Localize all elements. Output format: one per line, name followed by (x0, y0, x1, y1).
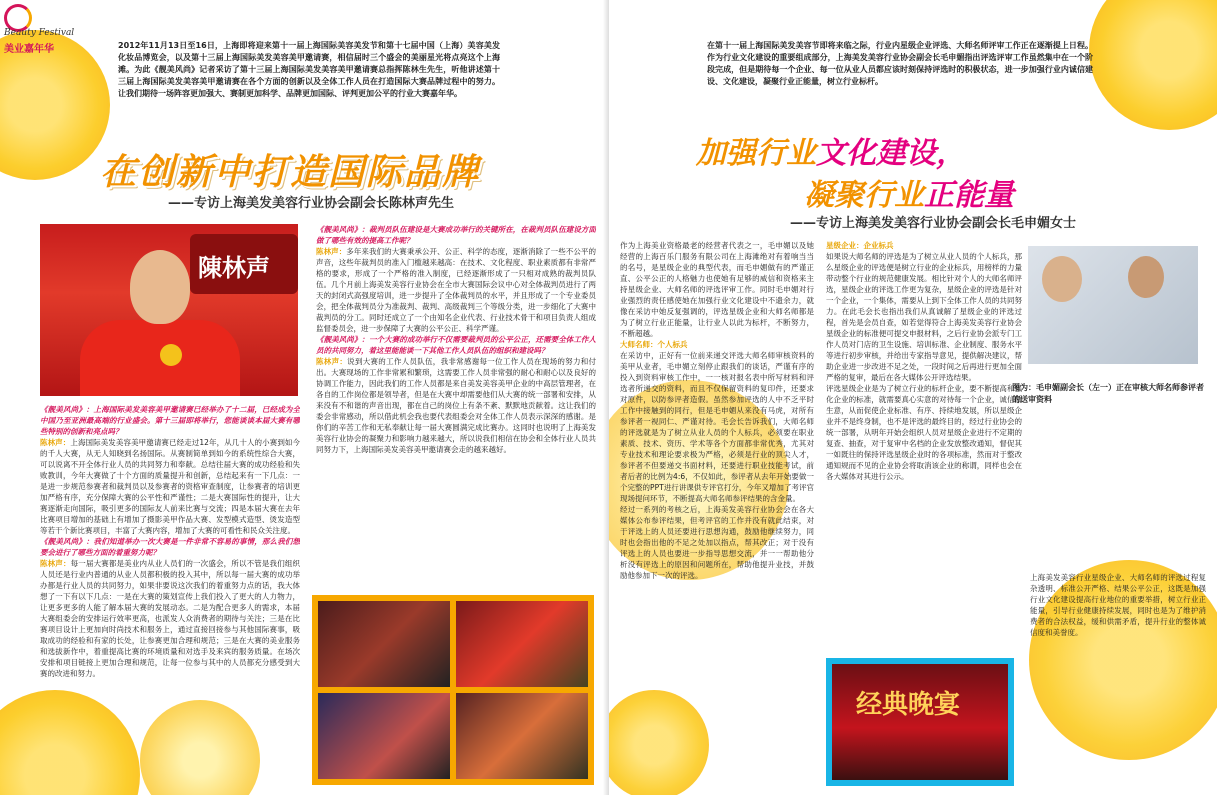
answer-1-label: 陈林声： (40, 438, 71, 447)
person-head (1042, 256, 1082, 302)
title-part-a: 加强行业 (696, 136, 816, 171)
article-subtitle: ——专访上海美发美容行业协会副会长毛申媚女士 (790, 216, 1077, 231)
column-1-text-c: 经过一系列的考核之后，上海美发美容行业协会会在各大媒体公布参评结果，但考评官的工作并没有就此结束，对于评选上的人员还要进行思想沟通，鼓励他继续努力，同时也会指出他的不足之处加以指点，帮其改正；对于没有评选上的人员也要进一步指导思想交流，并一一帮助他分析没有评选上的原因和问题所在，帮助他提升业技，并鼓励他参加下一次的评选。 (620, 505, 814, 580)
section-2-heading: 大师名师：个人标兵 (620, 340, 688, 349)
article-title-line-1 (696, 128, 966, 172)
event-photo-1 (318, 601, 450, 687)
answer-3-label: 陈林声： (316, 247, 347, 256)
article-title: 在创新中打造国际品牌 (100, 152, 481, 193)
person-head (130, 250, 190, 324)
brand-cn: 美业嘉年华 (4, 44, 54, 55)
event-photo-3 (318, 693, 450, 779)
event-photo-2 (456, 601, 588, 687)
meeting-photo (1028, 246, 1198, 364)
question-4: 《靓美风尚》：一个大赛的成功举行不仅需要裁判员的公平公正，还需要全体工作人员的共同努力，着这里能能谈一下其他工作人员队伍的组织和建设吗？ (316, 335, 596, 355)
sign-board (190, 234, 298, 294)
photo-caption: 图为：毛申媚副会长（左一）正在审核大师名师参评者的送审资料 (1012, 383, 1204, 404)
article-title-line-2 (804, 170, 1014, 214)
answer-4-label: 陈林声： (316, 357, 348, 366)
person-head (1128, 256, 1164, 298)
gala-photo (826, 658, 1014, 786)
event-photo-collage (312, 595, 594, 785)
answer-4: 说到大赛的工作人员队伍，我非常感谢每一位工作人员在现场的努力和付出。大赛现场的工作非常累和繁琐，这需要工作人员非常强的耐心和耐心以及良好的协调工作能力，因此我们的工作人员都是来自美发美容美甲企业的中高层管理者，在各自的工作岗位都是领导者，但是在大赛中却需要他们从大赛的统一部署和安排，从来没有不和谐的声音出现，都在自己的岗位上有条不紊、默默地贡献着。这让我们的委会非常感动，所以借此机会我也要代表组委会对全体工作人员表示深深的感谢。是你们的辛苦工作和无私奉献让每一届大赛圆满完成比赛办。这同时也说明了上海美发美容行业协会的凝聚力和影响力越来越大，所以说我们相信在协会和全体行业人员共同努力下，上海国际美发美容美甲邀请赛会走的越来越好。 (316, 357, 596, 454)
section-1-heading: 星级企业：企业标兵 (826, 241, 894, 250)
left-column-1 (40, 404, 300, 784)
brand-logo (4, 4, 94, 54)
answer-1: 上海国际美发美容美甲邀请赛已经走过12年，从几十人的小赛到如今的千人大赛，从无人知晓到名扬国际。从赛制简单到如今的系统性综合大赛，可以说离不开全体行业人员的共同努力和奉献。总结往届大赛的成功经验和失败教训，今年大赛做了十个方面的质量提升和创新，总结起来有一下几点：一是进一步规范参赛者和裁判员以及参赛者的资格审查制度，让参赛者的培训更加严格有序，充分保障大赛的公平性和严谨性；二是大赛国际性的提升，让大赛逐渐走向国际，吸引更多的国际友人前来比赛与交流；四是本届大赛在去年比赛项目增加的基础上有增加了摄影美甲作品大赛、发型模式造型、烫发造型等若干个新比赛项目，丰富了大赛内容，增加了大赛的可看性和民众关注度。 (40, 438, 300, 535)
answer-3: 多年来我们的大赛秉承公开、公正、科学的态度，逐渐消除了一些不公平的声音，这些年裁判员的准入门槛越来越高：在技术、文化程度、职业素质都有非常严格的要求，形成了一个严格的准入制度，已经逐渐形成了一只相对成熟的裁判员队伍。几个月前上海美发美容行业协会在全市大赛国际会议中心对全体裁判员进行了两天的封闭式高强度培训，进一步提升了全体裁判员的水平，并且形成了一个专业委员会，把全体裁判员分为准裁判、裁判、高级裁判三个等级分类，进一步细化了大赛中裁判员的分工。同时还成立了一个由知名企业代表、行业技术骨干和项目负责人组成监督委员会，进一步保障了大赛的公平公正、科学严谨。 (316, 247, 596, 333)
answer-2: 每一届大赛都是美业内从业人员们的一次盛会，所以不管是我们组织人员还是行业内普通的从业人员都积极的投入其中，所以每一届大赛的成功举办都是行业人员的共同努力，如果非要说这次我们的着重努力点的话，我大体想了一下有以下几点：一是在大赛的策划宣传上我们投入了更大的人力物力，让更多更多的人能了解本届大赛的发展动态。二是为配合更多人的需求，本届大赛组委会的安排运行效率更高，也派发人众消费者的期待与关注；三是在比赛项目设计上更加向时尚技术和服务上，通过直接回接参与其他国际赛事，吸取成功的经验和有家的长处，让参赛更加合理和规范；三是在大赛的美业服务和选拔新作中，着重提高比赛的环境质量和对选手及来宾的服务质量。在场次安排和项目链接上更加合理和规范，让每一位参与其中的人员都充分感受到大赛的改进和努力。 (40, 559, 300, 678)
column-2-text: 如果说大师名师的评选是为了树立从业人员的个人标兵，那么星级企业的评选便是树立行业的企业标兵，用榜样的力量带动整个行业的规范健康发展。相比针对个人的大师名师评选，星级企业的评选工作更为复杂，星级企业的评选是针对一个企业，一个集体，需要从上到下全体工作人员的共同努力。在此毛会长也指出我们从真诚解了星级企业的评选过程，首先是会员自查，如若觉得符合上海美发美容行业协会星级企业的标准便可提交申报材料，之后行业协会派专门工作人员对门店的卫生设施、培训标准、企业制度、服务水平等进行初步审核，并给出专家指导意见，提供解决建议，帮助企业进一步改进不足之处，一段时间之后再进行更加全面严格的复审，最后在各大媒体公开评选结果。 (826, 252, 1022, 382)
title-part-b: 文化建设， (816, 136, 966, 171)
question-1: 《靓美风尚》：上海国际美发美容美甲邀请赛已经举办了十二届，已经成为全中国乃至亚洲最高端的行业盛会。第十三届即将举行，您能谈谈本届大赛有哪些特别的创新和亮点吗？ (40, 405, 300, 436)
event-photo-4 (456, 693, 588, 779)
sign-text: 陳林声 (198, 254, 270, 282)
right-column-2 (826, 240, 1022, 652)
left-page (0, 0, 608, 795)
column-1-text-b: 在采访中，正好有一位前来递交评选大师名师审核资料的美甲从业者，毛申媚立刻停止跟我们的谈话，严谨有序的投入到资料审核工作中，一一核对报名表中所写材料和评选者所递交的资料，而且不仅保留资料的复印件，还要求对原件，以防参评者造假。虽然参加评选的人中不乏平时工作中接触到的同行，但是毛申媚从来没有马虎，对所有参评者一视同仁、严谨对待。毛会长告诉我们，大师名师的评选就是为了树立从业人员的个人标兵，必须要在职业素质、技术、资历、学术等各个方面都非常优秀，尤其对专业技术和理论要求极为严格，必须是行业的顶尖人才，参评者不但要递交书面材料，还要进行职业技能考试，前者后者的比例为4:6，不仅如此，参评者从去年开始要做一个完整的PPT进行讲课供专评官打分，今年又增加了考评官现场提问环节，不断提高大师名师参评结果的含金量。 (620, 351, 814, 503)
question-2: 《靓美风尚》：我们知道举办一次大赛是一件非常不容易的事情，那么我们想要会进行了哪些方面的着重努力呢？ (40, 537, 300, 557)
left-column-2 (316, 224, 596, 588)
title-part-a: 凝聚行业 (804, 178, 924, 213)
right-column-1 (620, 240, 814, 714)
article-subtitle: ——专访上海美发美容行业协会副会长陈林声先生 (168, 196, 455, 211)
brand-en: Beauty Festival (4, 28, 75, 38)
flower-decoration-top (1089, 0, 1217, 130)
question-3: 《靓美风尚》：裁判员队伍建设是大赛成功举行的关键所在，在裁判员队伍建设方面做了哪些有效的提高工作呢？ (316, 225, 596, 245)
article-intro: 在第十一届上海国际美发美容节即将来临之际，行业内星级企业评选、大师名师评审工作正在逐渐提上日程。作为行业文化建设的重要组成部分，上海美发美容行业协会副会长毛申媚指出评选评审工作虽然集中在一个阶段完成，但是期待每一个企业、每一位从业人员都应该时刻保持评选时的积极状态，进一步加强行业内诚信建设、文化建设，凝聚行业正能量，树立行业标杆。 (707, 41, 1093, 86)
gala-stage (832, 664, 1008, 780)
gala-banner-text: 经典晚宴 (856, 690, 961, 720)
title-part-b: 正能量 (924, 178, 1014, 213)
article-intro: 2012年11月13日至16日，上海即将迎来第十一届上海国际美容美发节和第十七届中国（上海）美容美发化妆品博览会，以及第十三届上海国际美发美容美甲邀请赛，相信届时三个盛会的美丽星光将点亮这个上海滩。为此《靓美风尚》记者采访了第十三届上海国际美发美容美甲邀请赛总指挥陈林生先生，听他讲述第十三届上海国际美发美容美甲邀请赛在各个方面的创新以及全体工作人员在打造国际大赛品牌过程中的努力。让我们期待一场阵容更加强大、赛制更加科学、品牌更加国际、评判更加公平的行业大赛嘉年华。 (118, 41, 500, 98)
answer-2-label: 陈林声： (40, 559, 71, 568)
badge-icon (160, 344, 182, 366)
column-2-text-b: 评选星级企业是为了树立行业的标杆企业，要不断提高和强化企业的标准，就需要真心实意的对待每一个企业，诚信做生意，从而促使企业标准、有序、持续地发展，所以星级企业并不是终身制，也不是评选的最终目的，经过行业协会的统一部署，从明年开始会组织人员对星级企业进行不定期的复查、抽查，对于复审中名档的企业发放整改通知，督促其一如既往的保持评选星级企业时的各项标准，然而对于整改通知规而不见的企业协会将取消该企业的称谓，同样也会在各大媒体对其进行公示。 (826, 384, 1022, 481)
right-column-3 (1030, 572, 1206, 672)
column-1-text: 作为上海美业资格最老的经营者代表之一，毛申媚以及她经营的上海百乐门服务有限公司在上海滩绝对有着响当当的名号，是星级企业的典型代表，而毛申媚做有的严谨正直、公平公正的人格魅力也使她有足够的威信和资格来主持星级企业、大师名师的评选评审工作。同时毛申媚对行业强烈的责任感使她在加强行业文化建设中不遗余力，就像在采访中她反复强调的，评选星级企业和大师名师都是为了树立行业正能量，让行业人以此为标杆，不断努力，不断超越。 (620, 241, 814, 338)
column-3-text: 上海美发美容行业星级企业、大师名师的评选过程复杂透明、标准公开严格、结果公平公正，这既是加强行业文化建设提高行业地位的重要举措，树立行业正能量，引导行业健康持续发展，同时也是为了维护消费者的合法权益，缓和供需矛盾，提升行业的整体诚信度和美誉度。 (1030, 573, 1206, 637)
portrait-photo (40, 224, 298, 396)
